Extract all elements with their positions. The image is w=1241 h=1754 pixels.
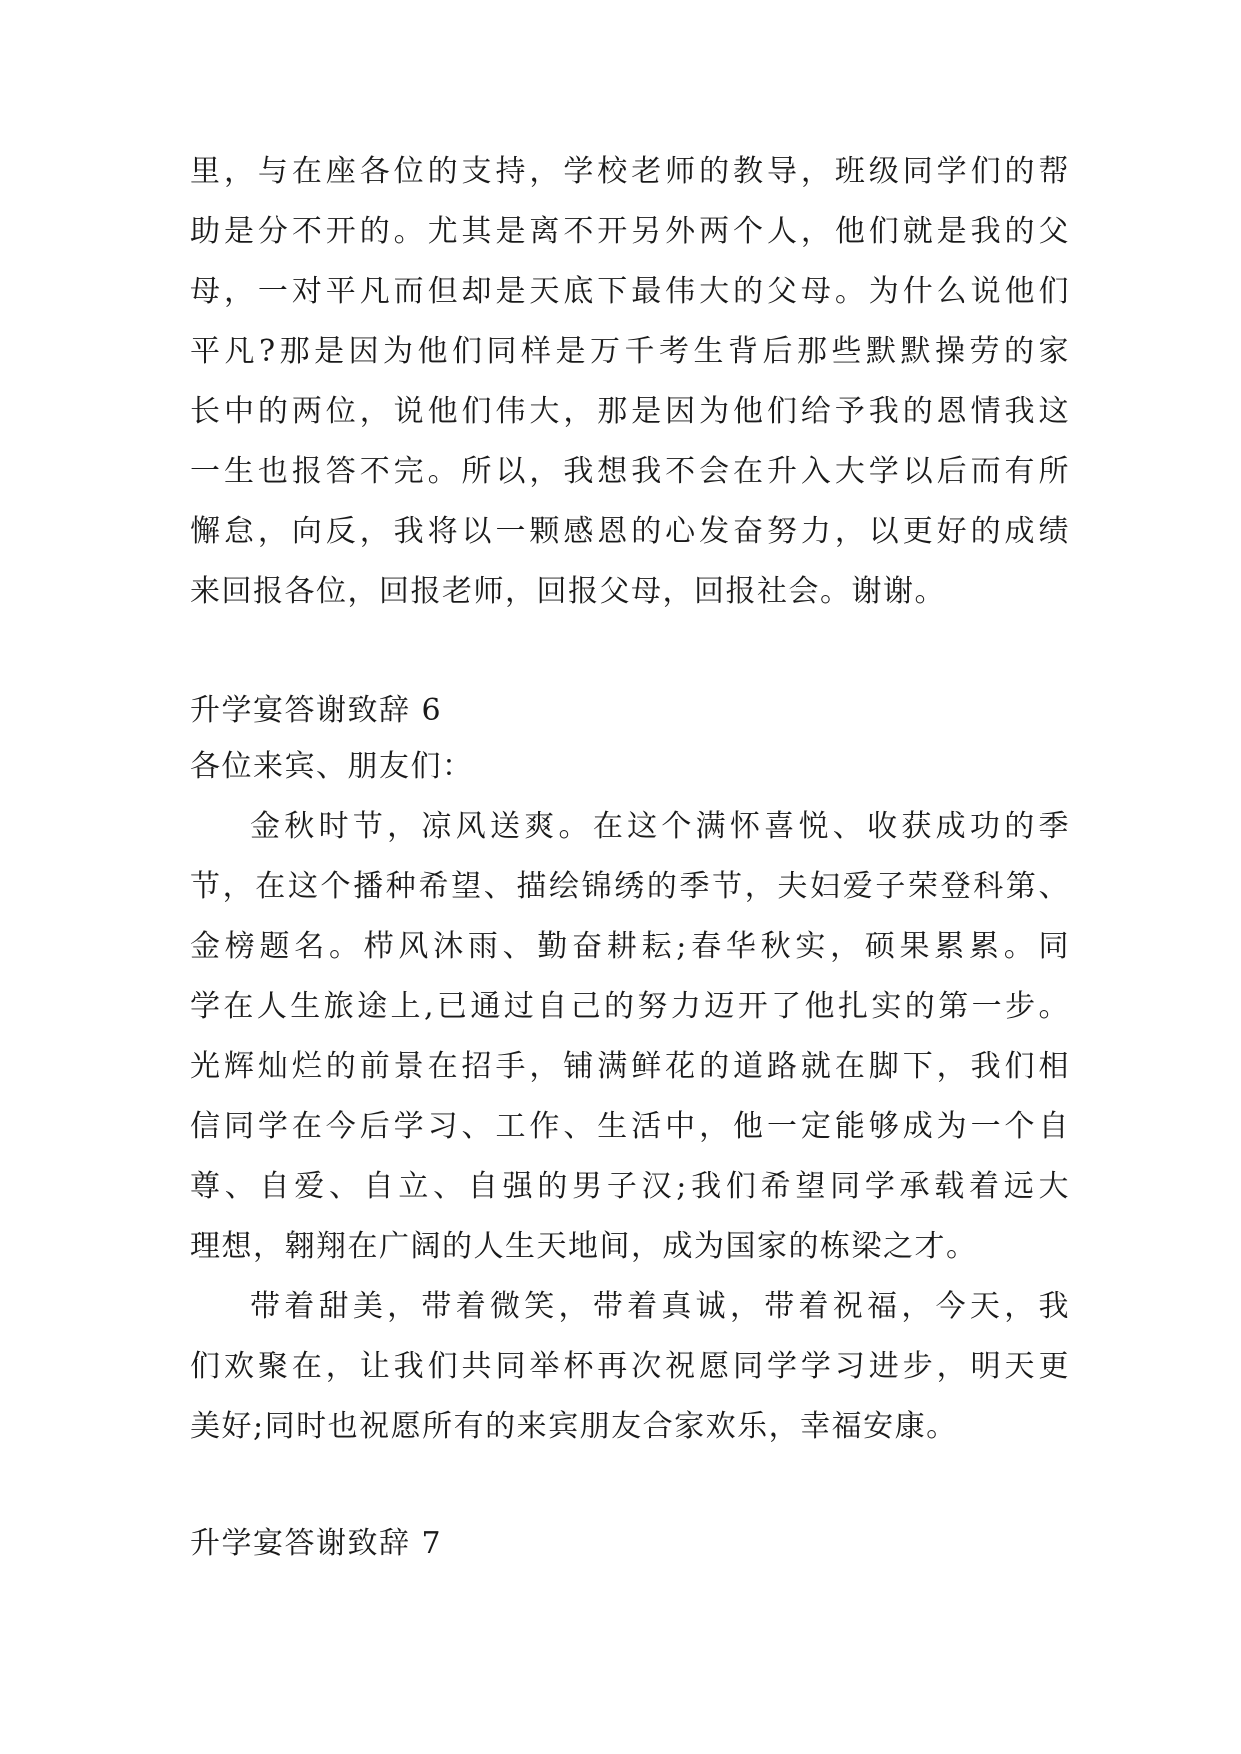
section-heading: 升学宴答谢致辞 7 [190, 1526, 443, 1561]
text-line: 懈怠，向反，我将以一颗感恩的心发奋努力，以更好的成绩 [190, 514, 1070, 549]
text-line: 长中的两位，说他们伟大，那是因为他们给予我的恩情我这 [190, 394, 1070, 429]
text-line: 母，一对平凡而但却是天底下最伟大的父母。为什么说他们 [190, 274, 1070, 309]
text-line: 尊、自爱、自立、自强的男子汉;我们希望同学承载着远大 [190, 1169, 1070, 1204]
section-heading: 升学宴答谢致辞 6 [190, 693, 443, 728]
text-line: 学在人生旅途上,已通过自己的努力迈开了他扎实的第一步。 [190, 989, 1070, 1024]
text-line: 节，在这个播种希望、描绘锦绣的季节，夫妇爱子荣登科第、 [190, 869, 1070, 904]
text-line: 里，与在座各位的支持，学校老师的教导，班级同学们的帮 [190, 154, 1070, 189]
text-line: 理想，翱翔在广阔的人生天地间，成为国家的栋梁之才。 [190, 1229, 978, 1264]
text-line: 光辉灿烂的前景在招手，铺满鲜花的道路就在脚下，我们相 [190, 1049, 1070, 1084]
greeting: 各位来宾、朋友们： [190, 749, 474, 784]
text-line: 金秋时节，凉风送爽。在这个满怀喜悦、收获成功的季 [250, 809, 1070, 844]
text-line: 一生也报答不完。所以，我想我不会在升入大学以后而有所 [190, 454, 1070, 489]
text-line: 美好;同时也祝愿所有的来宾朋友合家欢乐，幸福安康。 [190, 1409, 958, 1444]
text-line: 平凡?那是因为他们同样是万千考生背后那些默默操劳的家 [190, 334, 1070, 369]
text-line: 们欢聚在，让我们共同举杯再次祝愿同学学习进步，明天更 [190, 1349, 1070, 1384]
text-line: 金榜题名。栉风沐雨、勤奋耕耘;春华秋实，硕果累累。同 [190, 929, 1070, 964]
text-line: 带着甜美，带着微笑，带着真诚，带着祝福，今天，我 [250, 1289, 1070, 1324]
text-line: 信同学在今后学习、工作、生活中，他一定能够成为一个自 [190, 1109, 1070, 1144]
text-line: 助是分不开的。尤其是离不开另外两个人，他们就是我的父 [190, 214, 1070, 249]
text-line: 来回报各位，回报老师，回报父母，回报社会。谢谢。 [190, 574, 946, 609]
